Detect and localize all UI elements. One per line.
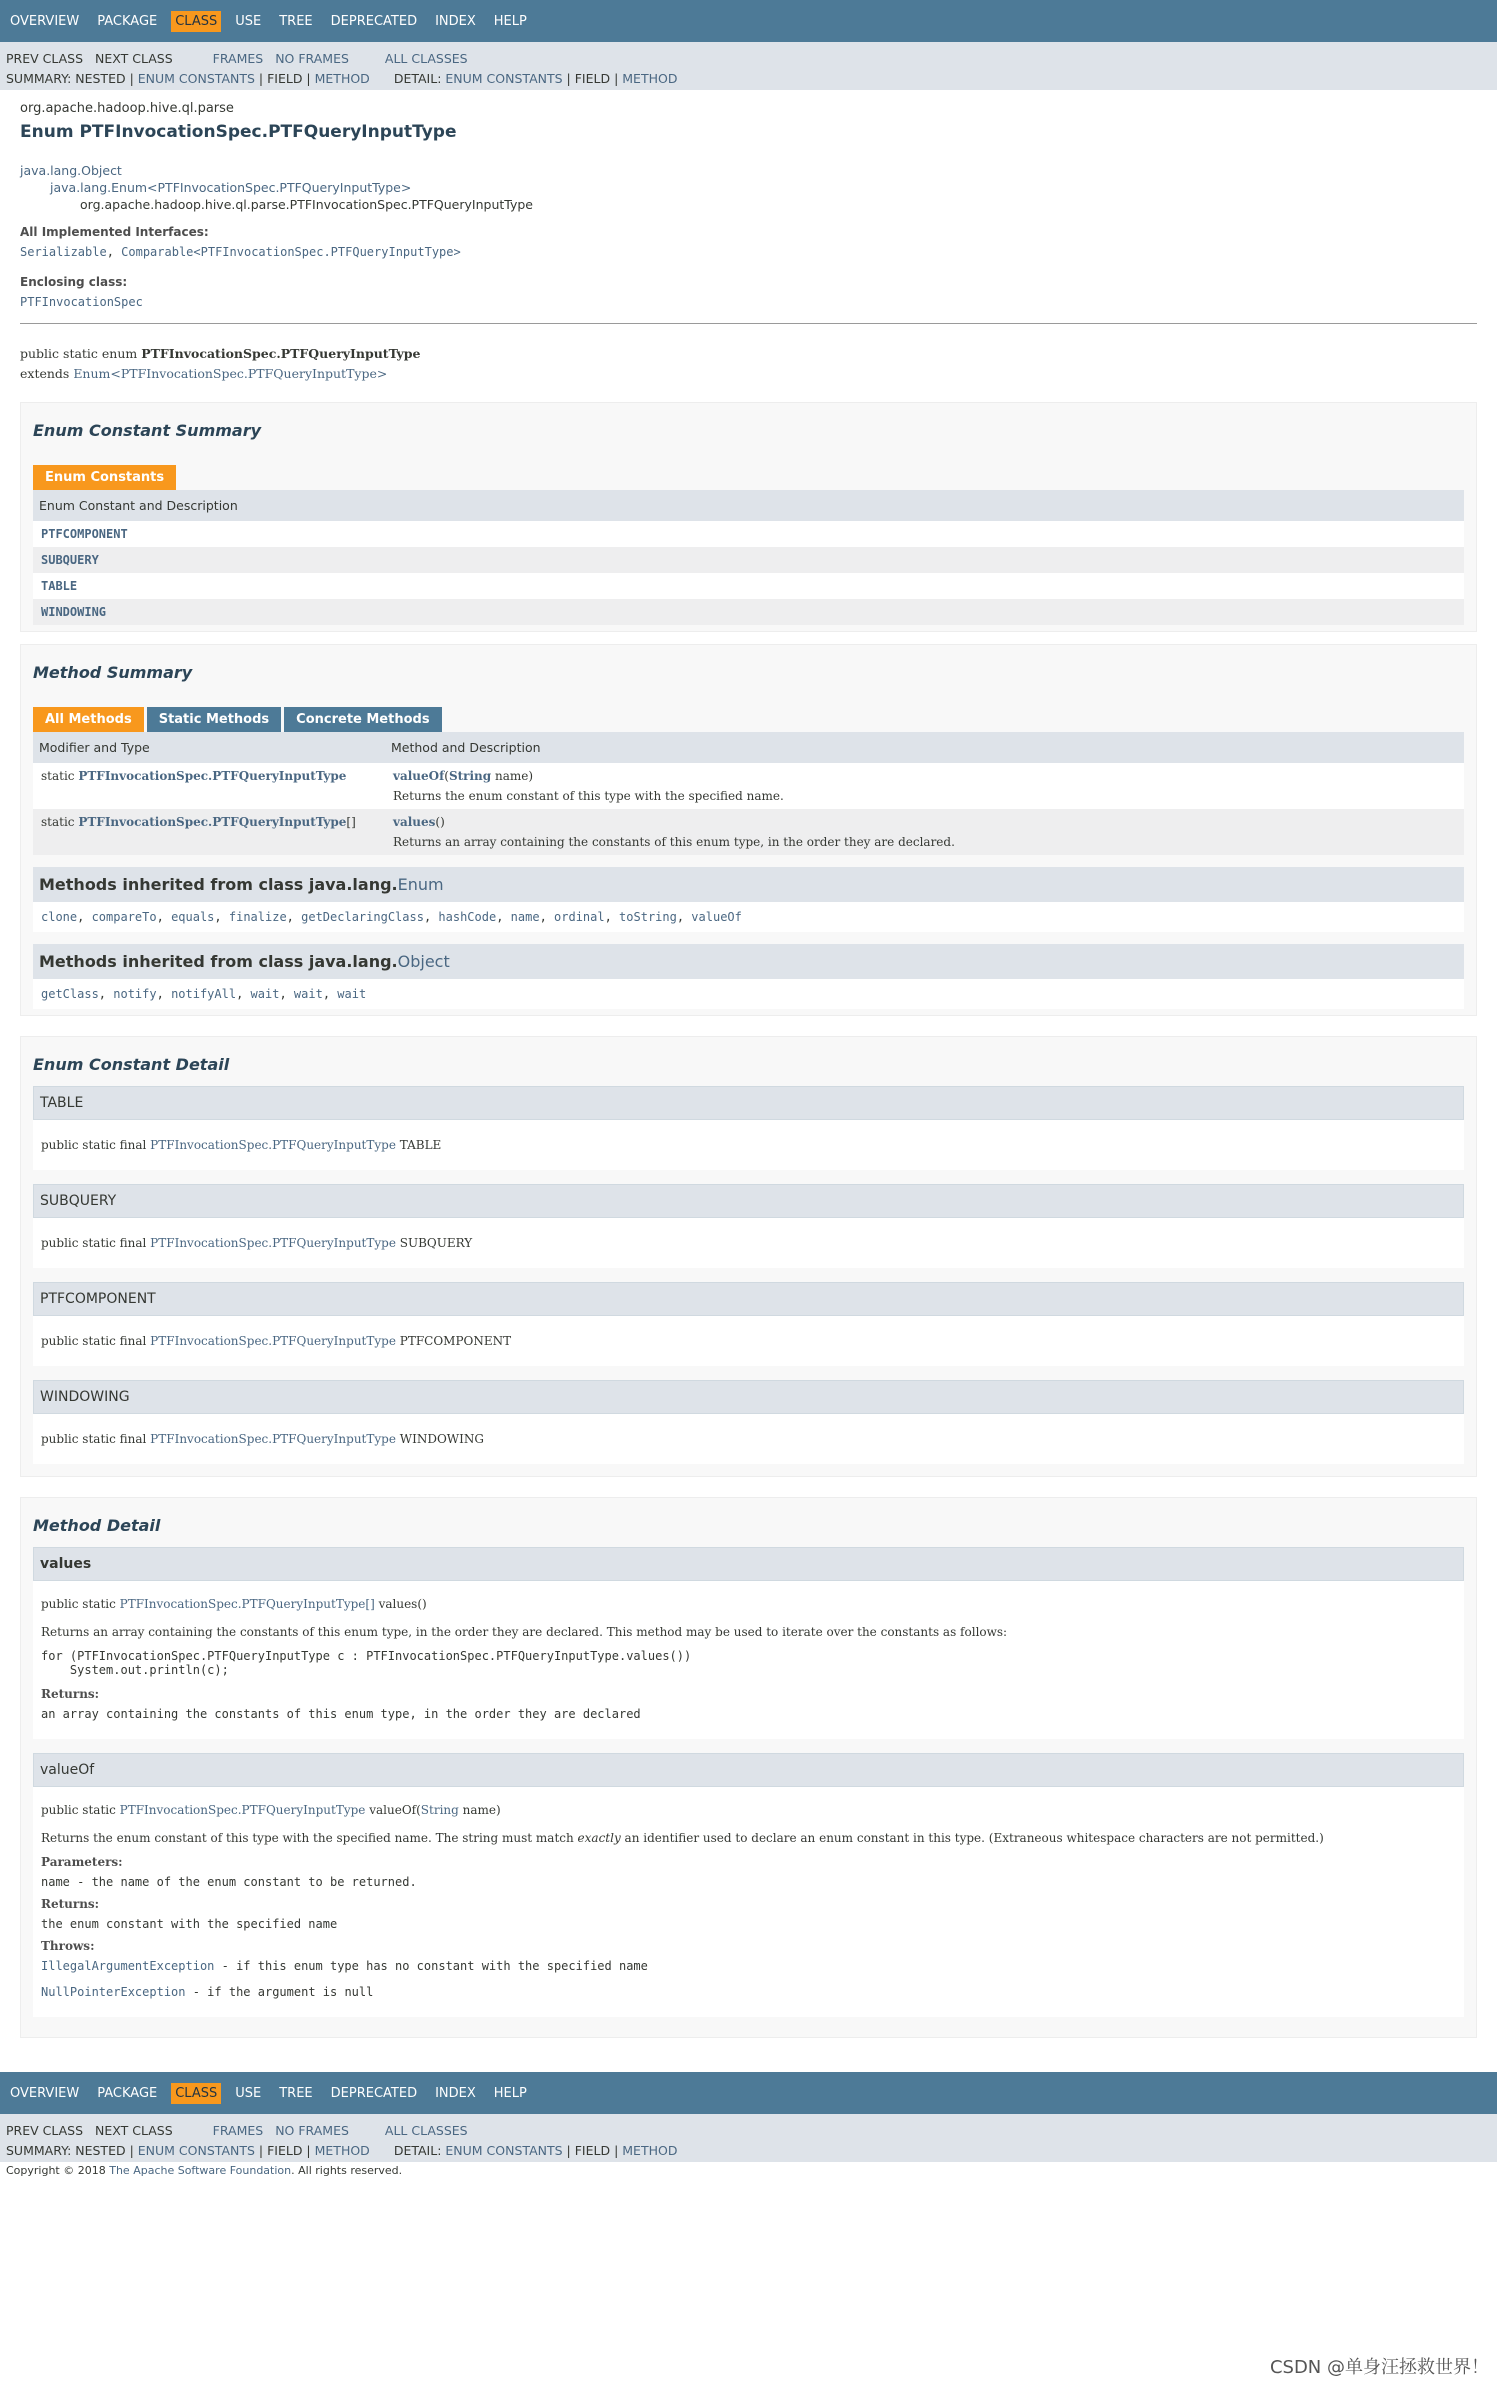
inherited-object-heading: Methods inherited from class java.lang.Object bbox=[33, 944, 1464, 979]
inh-method-link[interactable]: ordinal bbox=[554, 910, 605, 924]
enum-class-link[interactable]: Enum bbox=[397, 875, 444, 894]
params-open: ( bbox=[444, 769, 449, 783]
returns-text: the enum constant with the specified name bbox=[41, 1917, 338, 1931]
prev-class: PREV CLASS bbox=[6, 51, 84, 66]
sig-name: PTFInvocationSpec.PTFQueryInputType bbox=[141, 346, 421, 361]
no-frames-link[interactable]: NO FRAMES bbox=[275, 2123, 349, 2138]
enum-constant-detail bbox=[20, 1036, 1477, 1477]
inherit-self: org.apache.hadoop.hive.ql.parse.PTFInvocationSpec.PTFQueryInputType bbox=[80, 197, 533, 212]
enum-constant-summary bbox=[20, 402, 1477, 632]
comparable-link[interactable]: Comparable<PTFInvocationSpec.PTFQueryInputType> bbox=[121, 245, 461, 259]
enum-detail-body: public static final PTFInvocationSpec.PTFQueryInputType WINDOWING bbox=[33, 1414, 1464, 1464]
summary-method-link[interactable]: METHOD bbox=[314, 2142, 370, 2158]
type-link[interactable]: PTFInvocationSpec.PTFQueryInputType[] bbox=[119, 1597, 375, 1611]
bottom-navbar bbox=[0, 2072, 1497, 2114]
enum-summary-heading: Enum Constant Summary bbox=[33, 421, 262, 440]
inh-method-link[interactable]: toString bbox=[619, 910, 677, 924]
top-navbar bbox=[0, 0, 1497, 42]
params-label: Parameters: bbox=[41, 1855, 123, 1869]
tab-all-methods[interactable]: All Methods bbox=[33, 707, 144, 732]
enum-link-table[interactable]: TABLE bbox=[41, 579, 78, 593]
detail-enum-link[interactable]: ENUM CONSTANTS bbox=[445, 70, 563, 86]
sub-navbar bbox=[0, 42, 1497, 90]
inh-method-link[interactable]: getClass bbox=[41, 987, 99, 1001]
method-detail-title-values: values bbox=[33, 1547, 1464, 1581]
method-desc: Returns the enum constant of this type with the specified name. bbox=[393, 789, 784, 803]
inherit-object-link[interactable]: java.lang.Object bbox=[20, 163, 122, 178]
string-link[interactable]: String bbox=[420, 1803, 459, 1817]
method-detail-heading: Method Detail bbox=[33, 1516, 161, 1535]
inh-method-link[interactable]: wait bbox=[250, 987, 280, 1001]
valueof-desc: Returns the enum constant of this type with the specified name. The string must match exactly an identifier used to declare an enum constant in this type. (Extraneous whitespace characters are not permitted.) bbox=[41, 1831, 1324, 1845]
inherited-enum-methods: clone, compareTo, equals, finalize, getDeclaringClass, hashCode, name, ordinal, toString, valueOf bbox=[33, 902, 1464, 932]
frames-link[interactable]: FRAMES bbox=[212, 2123, 264, 2138]
all-classes-link[interactable]: ALL CLASSES bbox=[384, 51, 468, 66]
method-desc: Returns an array containing the constants of this enum type, in the order they are declared. bbox=[393, 835, 955, 849]
nav-index[interactable]: INDEX bbox=[435, 13, 476, 29]
summary-field: | FIELD | bbox=[258, 70, 311, 86]
summary-label: SUMMARY: NESTED | bbox=[6, 70, 134, 86]
inherited-object-methods: getClass, notify, notifyAll, wait, wait, wait bbox=[33, 979, 1464, 1009]
bottom-sub-navbar: PREV CLASS NEXT CLASS FRAMES NO FRAMES ALL CLASSES SUMMARY: NESTED | ENUM CONSTANTS | FIELD | METHOD DETAIL: ENUM CONSTANTS | FIELD | METHOD bbox=[0, 2114, 1497, 2162]
string-type-link[interactable]: String bbox=[448, 769, 492, 783]
returns-text: an array containing the constants of this enum type, in the order they are declared bbox=[41, 1707, 641, 1721]
method-link-values[interactable]: values bbox=[393, 815, 436, 829]
col-method-desc: Method and Description bbox=[385, 732, 1464, 763]
type-link[interactable]: PTFInvocationSpec.PTFQueryInputType bbox=[150, 1432, 396, 1446]
page-title: Enum PTFInvocationSpec.PTFQueryInputType bbox=[20, 122, 457, 142]
nav-deprecated[interactable]: DEPRECATED bbox=[330, 2085, 418, 2101]
nav-help[interactable]: HELP bbox=[493, 2085, 527, 2101]
return-type-link[interactable]: PTFInvocationSpec.PTFQueryInputType bbox=[78, 815, 347, 829]
summary-enum-link[interactable]: ENUM CONSTANTS bbox=[137, 2142, 255, 2158]
nav-class: CLASS bbox=[171, 2083, 221, 2104]
package-name: org.apache.hadoop.hive.ql.parse bbox=[20, 101, 234, 116]
detail-label: DETAIL: bbox=[393, 70, 442, 86]
inh-method-link[interactable]: finalize bbox=[228, 910, 287, 924]
enclosing-class-link[interactable]: PTFInvocationSpec bbox=[20, 295, 143, 309]
values-desc: Returns an array containing the constants of this enum type, in the order they are declared. This method may be used to iterate over the constants as follows: bbox=[41, 1625, 1008, 1639]
enum-detail-body: public static final PTFInvocationSpec.PTFQueryInputType PTFCOMPONENT bbox=[33, 1316, 1464, 1366]
nav-tree[interactable]: TREE bbox=[279, 2085, 313, 2101]
inh-method-link[interactable]: wait bbox=[293, 987, 323, 1001]
method-detail-title-valueof: valueOf bbox=[33, 1753, 1464, 1787]
detail-method-link[interactable]: METHOD bbox=[622, 70, 678, 86]
inh-method-link[interactable]: hashCode bbox=[438, 910, 497, 924]
code-sample: for (PTFInvocationSpec.PTFQueryInputType c : PTFInvocationSpec.PTFQueryInputType.values()) System.out.println(c); bbox=[41, 1649, 692, 1677]
enum-detail-title: WINDOWING bbox=[33, 1380, 1464, 1414]
nav-package[interactable]: PACKAGE bbox=[97, 2085, 158, 2101]
summary-enum-link[interactable]: ENUM CONSTANTS bbox=[137, 70, 255, 86]
enum-link-ptfcomponent[interactable]: PTFCOMPONENT bbox=[41, 527, 128, 541]
class-header: org.apache.hadoop.hive.ql.parse Enum PTFInvocationSpec.PTFQueryInputType java.lang.Object java.lang.Enum<PTFInvocationSpec.PTFQueryInputType> org.apache.hadoop.hive.ql.parse.PTFInvocationSpec.PTFQueryInputType All Implemented Interfaces: Serializable, Comparable<PTFInvocationSpec.PTFQueryInputType> Enclosing class: PTFInvocationSpec bbox=[0, 90, 1497, 309]
enum-link-windowing[interactable]: WINDOWING bbox=[41, 605, 107, 619]
inh-method-link[interactable]: wait bbox=[337, 987, 367, 1001]
detail-method-link[interactable]: METHOD bbox=[622, 2142, 678, 2158]
interfaces-label: All Implemented Interfaces: bbox=[20, 225, 209, 239]
nav-use[interactable]: USE bbox=[235, 13, 262, 29]
inh-method-link[interactable]: notify bbox=[113, 987, 157, 1001]
row-mod: static bbox=[41, 769, 79, 783]
nav-use[interactable]: USE bbox=[235, 2085, 262, 2101]
prev-class: PREV CLASS bbox=[6, 2123, 84, 2138]
param-text: name - the name of the enum constant to be returned. bbox=[41, 1875, 417, 1889]
next-class: NEXT CLASS bbox=[95, 2123, 173, 2138]
inh-method-link[interactable]: equals bbox=[171, 910, 215, 924]
method-detail-body-values: public static PTFInvocationSpec.PTFQueryInputType[] values() Returns an array containing the constants of this enum type, in the order they are declared. This method may be used to iterate over the constants as follows: for (PTFInvocationSpec.PTFQueryInputType c : PTFInvocationSpec.PTFQueryInputType.values()) System.out.println(c); Returns: an array containing the constants of this enum type, in the order they are declared bbox=[33, 1581, 1464, 1739]
sig-extends: extends bbox=[20, 366, 74, 381]
inh-method-link[interactable]: getDeclaringClass bbox=[301, 910, 424, 924]
return-type-link[interactable]: PTFInvocationSpec.PTFQueryInputType bbox=[78, 769, 347, 783]
methods-table bbox=[33, 732, 1464, 855]
nav-class: CLASS bbox=[171, 11, 221, 32]
tab-static-methods[interactable]: Static Methods bbox=[147, 707, 281, 732]
type-link[interactable]: PTFInvocationSpec.PTFQueryInputType bbox=[150, 1236, 396, 1250]
object-class-link[interactable]: Object bbox=[397, 952, 450, 971]
next-class: NEXT CLASS bbox=[95, 51, 173, 66]
enum-detail-title: TABLE bbox=[33, 1086, 1464, 1120]
null-pointer-link[interactable]: NullPointerException bbox=[41, 1985, 186, 1999]
detail-enum-link[interactable]: ENUM CONSTANTS bbox=[445, 2142, 563, 2158]
watermark: CSDN @单身汪拯救世界！ bbox=[1269, 2357, 1489, 2378]
enum-constants-table bbox=[33, 490, 1464, 625]
method-detail-body-valueof: public static PTFInvocationSpec.PTFQueryInputType valueOf(String name) Returns the enum constant of this type with the specified name. The string must match exactly an identifier used to declare an enum constant in this type. (Extraneous whitespace characters are not permitted.) Parameters: name - the name of the enum constant to be returned. Returns: the enum constant with the specified name Throws: IllegalArgumentException - if this enum type has no constant with the specified name NullPointerException - if the argument is null bbox=[33, 1787, 1464, 2017]
returns-label: Returns: bbox=[41, 1687, 100, 1701]
params-rest: name) bbox=[491, 769, 534, 783]
enclosing-label: Enclosing class: bbox=[20, 275, 128, 289]
type-link[interactable]: PTFInvocationSpec.PTFQueryInputType bbox=[119, 1803, 366, 1817]
nav-index[interactable]: INDEX bbox=[435, 2085, 476, 2101]
nav-overview[interactable]: OVERVIEW bbox=[10, 2085, 80, 2101]
col-modifier-type: Modifier and Type bbox=[33, 732, 385, 763]
summary-method-link[interactable]: METHOD bbox=[314, 70, 370, 86]
inh-method-link[interactable]: name bbox=[510, 910, 540, 924]
illegal-argument-link[interactable]: IllegalArgumentException bbox=[41, 1959, 215, 1973]
type-link[interactable]: PTFInvocationSpec.PTFQueryInputType bbox=[150, 1138, 396, 1152]
enum-detail-heading: Enum Constant Detail bbox=[33, 1055, 230, 1074]
class-signature bbox=[0, 324, 1497, 384]
inh-method-link[interactable]: compareTo bbox=[91, 910, 157, 924]
inherit-enum-link[interactable]: java.lang.Enum<PTFInvocationSpec.PTFQueryInputType> bbox=[50, 180, 412, 195]
inh-method-link[interactable]: clone bbox=[41, 910, 78, 924]
nav-package[interactable]: PACKAGE bbox=[97, 13, 158, 29]
enum-link-subquery[interactable]: SUBQUERY bbox=[41, 553, 99, 567]
inheritance-tree bbox=[20, 162, 1477, 213]
nav-tree[interactable]: TREE bbox=[279, 13, 313, 29]
returns-label: Returns: bbox=[41, 1897, 100, 1911]
frames-link[interactable]: FRAMES bbox=[212, 51, 264, 66]
nav-help[interactable]: HELP bbox=[493, 13, 527, 29]
inh-method-link[interactable]: notifyAll bbox=[171, 987, 237, 1001]
method-summary bbox=[20, 644, 1477, 1016]
enum-detail-body: public static final PTFInvocationSpec.PTFQueryInputType SUBQUERY bbox=[33, 1218, 1464, 1268]
tab-concrete-methods[interactable]: Concrete Methods bbox=[284, 707, 441, 732]
throws-label: Throws: bbox=[41, 1939, 95, 1953]
params-open: () bbox=[435, 815, 445, 829]
type-link[interactable]: PTFInvocationSpec.PTFQueryInputType bbox=[150, 1334, 396, 1348]
enum-detail-title: PTFCOMPONENT bbox=[33, 1282, 1464, 1316]
apache-link[interactable]: The Apache Software Foundation bbox=[109, 2164, 292, 2177]
enum-constants-caption: Enum Constants bbox=[33, 465, 176, 490]
method-detail bbox=[20, 1497, 1477, 2038]
method-link-valueof[interactable]: valueOf bbox=[393, 769, 445, 783]
inh-method-link[interactable]: valueOf bbox=[691, 910, 742, 924]
copyright: Copyright © 2018 The Apache Software Foundation. All rights reserved. bbox=[6, 2164, 403, 2177]
serializable-link[interactable]: Serializable bbox=[20, 245, 107, 259]
enum-detail-title: SUBQUERY bbox=[33, 1184, 1464, 1218]
array-suffix: [] bbox=[346, 815, 356, 829]
method-summary-heading: Method Summary bbox=[33, 663, 193, 682]
nav-overview[interactable]: OVERVIEW bbox=[10, 13, 80, 29]
row-mod: static bbox=[41, 815, 79, 829]
sig-extends-link[interactable]: Enum<PTFInvocationSpec.PTFQueryInputType> bbox=[73, 366, 388, 381]
sig-prefix: public static enum bbox=[20, 346, 142, 361]
enum-detail-body: public static final PTFInvocationSpec.PTFQueryInputType TABLE bbox=[33, 1120, 1464, 1170]
all-classes-link[interactable]: ALL CLASSES bbox=[384, 2123, 468, 2138]
nav-deprecated[interactable]: DEPRECATED bbox=[330, 13, 418, 29]
enum-col-header: Enum Constant and Description bbox=[33, 490, 1464, 521]
detail-field: | FIELD | bbox=[566, 70, 619, 86]
no-frames-link[interactable]: NO FRAMES bbox=[275, 51, 349, 66]
inherited-enum-heading: Methods inherited from class java.lang.Enum bbox=[33, 867, 1464, 902]
